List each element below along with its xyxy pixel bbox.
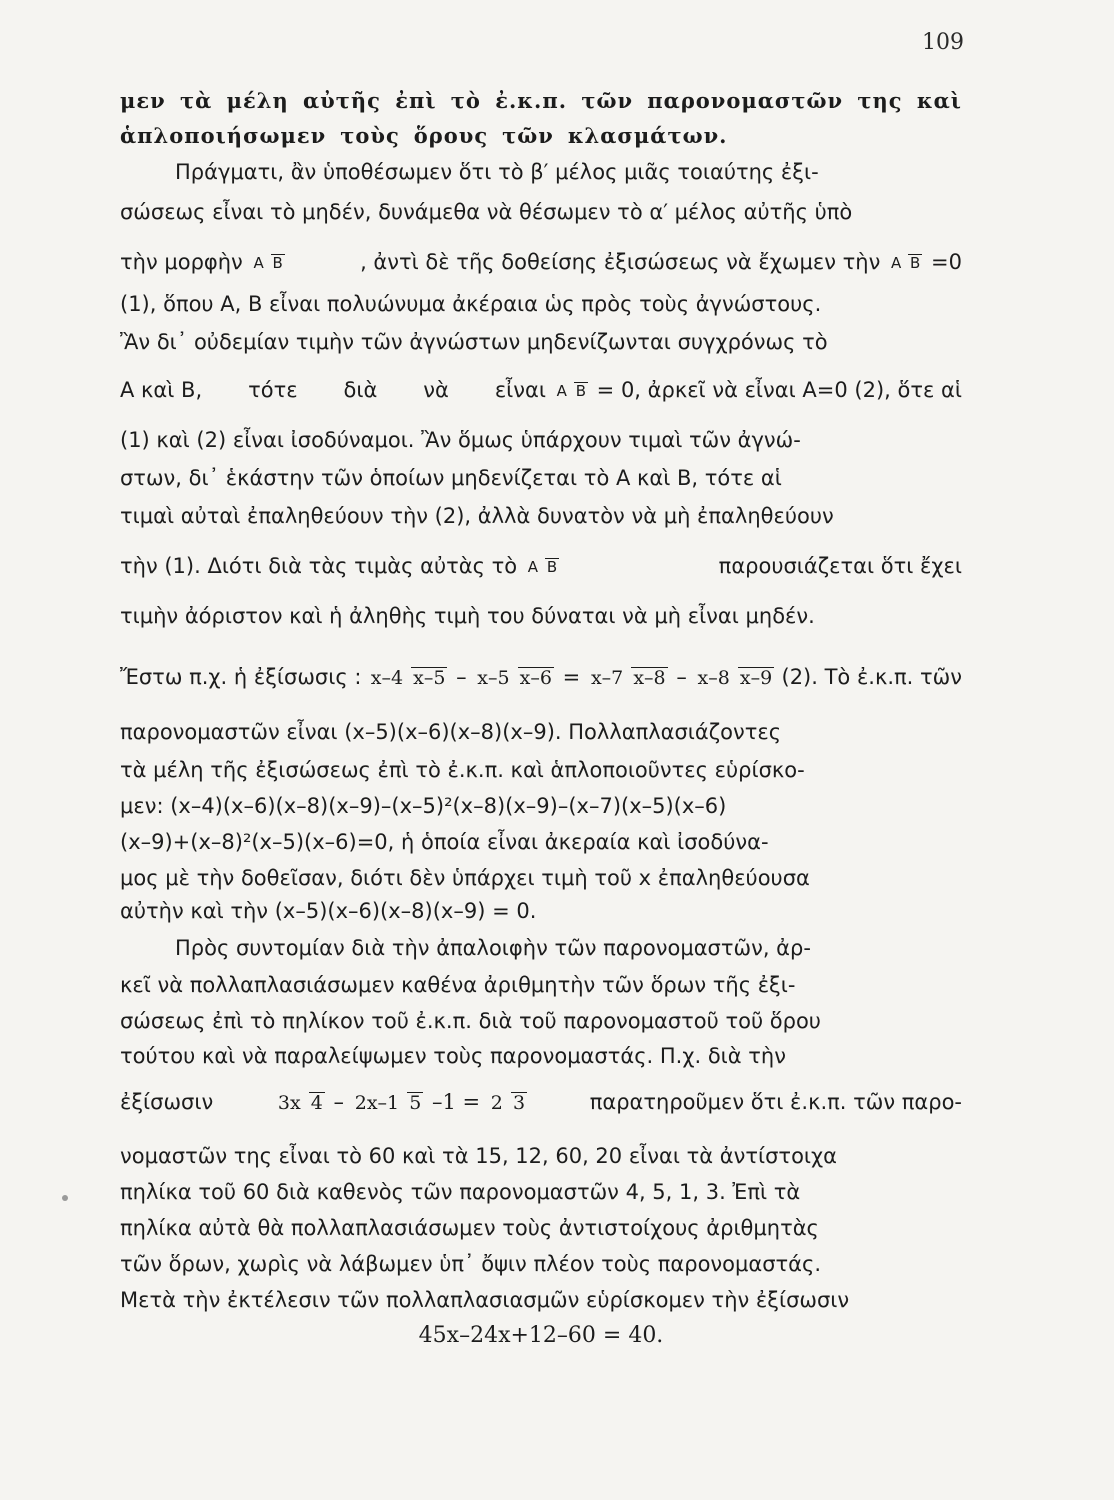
- fraction-a-over-b: [555, 382, 588, 400]
- numerator: A: [556, 382, 567, 400]
- denominator: x–9: [739, 667, 773, 689]
- numerator: x–4: [370, 667, 404, 689]
- text-line-16: [120, 750, 962, 790]
- line-text: σώσεως εἶναι τὸ μηδέν, δυνάμεθα νὰ θέσωμεν τὸ α′ μέλος αὐτῆς ὑπὸ: [120, 200, 853, 224]
- text-line-5: [120, 238, 962, 286]
- fraction: [353, 1092, 424, 1114]
- word: διὰ: [343, 378, 378, 402]
- text-line-10: [120, 458, 962, 498]
- text-line-12: [120, 542, 962, 590]
- operator: –: [333, 1090, 345, 1114]
- denominator: x–8: [633, 667, 666, 689]
- fraction: [589, 667, 668, 689]
- text-line-14-equation: [120, 650, 962, 704]
- denominator: 3: [512, 1092, 526, 1114]
- operator: –1 =: [431, 1090, 481, 1114]
- denominator: B: [575, 382, 586, 400]
- line-text: κεῖ νὰ πολλαπλασιάσωμεν καθένα ἀριθμητὴν τῶν ὅρων τῆς ἐξι-: [120, 973, 796, 997]
- numerator: A: [253, 254, 264, 272]
- numerator: x–8: [697, 667, 730, 689]
- denominator: x–5: [413, 667, 446, 689]
- fraction: [489, 1092, 527, 1114]
- line-text: πηλίκα αὐτὰ θὰ πολλαπλασιάσωμεν τοὺς ἀντιστοίχους ἀριθμητὰς: [120, 1216, 819, 1240]
- numerator: x–7: [590, 667, 624, 689]
- word: νὰ: [423, 378, 449, 402]
- page-stain: [62, 1195, 68, 1201]
- text-line-22: [120, 965, 962, 1005]
- numerator: 2: [490, 1092, 503, 1114]
- word: καὶ: [916, 88, 962, 113]
- text-line-27: [120, 1172, 962, 1212]
- word: A καὶ B,: [120, 378, 203, 402]
- word: παρονομαστῶν: [647, 88, 844, 113]
- line-segment: [360, 242, 962, 282]
- line-text: τὴν (1). Διότι διὰ τὰς τιμὰς αὐτὰς τὸ: [120, 554, 518, 578]
- text-line-13: [120, 596, 962, 636]
- line-text: (1), ὅπου A, B εἶναι πολυώνυμα ἀκέραια ὡς πρὸς τοὺς ἀγνώστους.: [120, 292, 822, 316]
- denominator: x–6: [519, 667, 552, 689]
- word: μεν: [120, 88, 166, 113]
- word: μέλη: [226, 88, 289, 113]
- text-line-23: [120, 1001, 962, 1041]
- text-line-17: [120, 786, 962, 826]
- line-text: τιμὴν ἀόριστον καὶ ἡ ἀληθὴς τιμὴ του δύναται νὰ μὴ εἶναι μηδέν.: [120, 604, 815, 628]
- line-text: Πρὸς συντομίαν διὰ τὴν ἀπαλοιφὴν τῶν παρονομαστῶν, ἀρ-: [175, 936, 811, 960]
- fraction: [276, 1092, 325, 1114]
- numerator: 3x: [277, 1092, 301, 1114]
- line-text: αὐτὴν καὶ τὴν (x–5)(x–6)(x–8)(x–9) = 0.: [120, 899, 537, 923]
- line-text: σώσεως ἐπὶ τὸ πηλίκον τοῦ ἐ.κ.π. διὰ τοῦ παρονομαστοῦ τοῦ ὅρου: [120, 1009, 821, 1033]
- text-line-20: [120, 891, 962, 931]
- numerator: A: [891, 254, 902, 272]
- line-text: τῶν ὅρων, χωρὶς νὰ λάβωμεν ὑπ᾿ ὄψιν πλέον τοὺς παρονομαστάς.: [120, 1252, 821, 1276]
- line-text: (1) καὶ (2) εἶναι ἰσοδύναμοι. Ἂν ὅμως ὑπάρχουν τιμαὶ τῶν ἀγνώ-: [120, 428, 801, 452]
- fraction-a-over-b: [251, 254, 284, 272]
- line-text: (x–9)+(x–8)²(x–5)(x–6)=0, ἡ ὁποία εἶναι ἀκεραία καὶ ἰσοδύνα-: [120, 830, 769, 854]
- operator: –: [676, 665, 687, 689]
- text-line-9: [120, 420, 962, 460]
- text-line-11: [120, 496, 962, 536]
- line-text: μος μὲ τὴν δοθεῖσαν, διότι δὲν ὑπάρχει τιμὴ τοῦ x ἐπαληθεύουσα: [120, 866, 810, 890]
- text-line-30: [120, 1280, 962, 1320]
- text-line-29: [120, 1244, 962, 1284]
- word: αὐτῆς: [303, 88, 381, 113]
- word: τοὺς: [340, 123, 400, 148]
- equation: [274, 1082, 529, 1122]
- text-line-31-equation: [120, 1316, 962, 1356]
- word: εἶναι: [494, 378, 546, 402]
- numerator: 2x–1: [354, 1092, 400, 1114]
- denominator: B: [910, 254, 921, 272]
- text-line-7: [120, 322, 962, 362]
- line-text: τούτου καὶ νὰ παραλείψωμεν τοὺς παρονομαστάς. Π.χ. διὰ τὴν: [120, 1044, 786, 1068]
- line-text: πηλίκα τοῦ 60 διὰ καθενὸς τῶν παρονομαστῶν 4, 5, 1, 3. Ἐπὶ τὰ: [120, 1180, 801, 1204]
- text-line-6: [120, 284, 962, 324]
- word: της: [857, 88, 903, 113]
- line-segment: [495, 370, 962, 410]
- line-text: τὴν μορφὴν: [120, 250, 243, 274]
- line-segment: [120, 242, 287, 282]
- equation: [367, 657, 776, 697]
- denominator: B: [272, 254, 283, 272]
- line-text: 45x–24x+12–60 = 40.: [418, 1323, 664, 1348]
- text-line-4: [120, 192, 962, 232]
- line-text: =0: [931, 250, 962, 274]
- line-text: Ἂν δι᾿ οὐδεμίαν τιμὴν τῶν ἀγνώστων μηδενίζωνται συγχρόνως τὸ: [120, 330, 828, 354]
- line-text: = 0, ἀρκεῖ νὰ εἶναι A=0 (2), ὅτε αἱ: [596, 378, 962, 402]
- line-text: νομαστῶν της εἶναι τὸ 60 καὶ τὰ 15, 12, 60, 20 εἶναι τὰ ἀντίστοιχα: [120, 1144, 838, 1168]
- word: τότε: [248, 378, 298, 402]
- text-line-8: [120, 366, 962, 414]
- operator: =: [562, 665, 581, 689]
- text-line-21: [175, 928, 962, 968]
- word: τὰ: [180, 88, 213, 113]
- line-segment: [120, 546, 561, 586]
- line-text: Πράγματι, ἂν ὑποθέσωμεν ὅτι τὸ β′ μέλος μιᾶς τοιαύτης ἐξι-: [175, 160, 819, 184]
- word: ὅρους: [413, 123, 489, 148]
- fraction-a-over-b: [889, 254, 922, 272]
- line-text: τιμαὶ αὐταὶ ἐπαληθεύουν τὴν (2), ἀλλὰ δυνατὸν νὰ μὴ ἐπαληθεύουν: [120, 504, 834, 528]
- word: ἁπλοποιήσωμεν: [120, 123, 327, 148]
- word: τὸ: [450, 88, 481, 113]
- text-line-18: [120, 822, 962, 862]
- fraction: [475, 667, 554, 689]
- text-line-15: [120, 712, 962, 752]
- line-text: τὰ μέλη τῆς ἐξισώσεως ἐπὶ τὸ ἐ.κ.π. καὶ ἁπλοποιοῦντες εὑρίσκο-: [120, 758, 805, 782]
- word: τῶν: [581, 88, 634, 113]
- word: τῶν: [502, 123, 554, 148]
- line-text: μεν: (x–4)(x–6)(x–8)(x–9)–(x–5)²(x–8)(x–9)–(x–7)(x–5)(x–6): [120, 794, 727, 818]
- text-line-1: [120, 81, 962, 121]
- denominator: B: [546, 558, 558, 576]
- fraction-a-over-b: [526, 558, 559, 576]
- text-line-25-equation: [120, 1074, 962, 1130]
- line-text: στων, δι᾿ ἑκάστην τῶν ὁποίων μηδενίζεται τὸ A καὶ B, τότε αἱ: [120, 466, 782, 490]
- line-text: παρατηροῦμεν ὅτι ἐ.κ.π. τῶν παρο-: [589, 1090, 962, 1114]
- word: ἐ.κ.π.: [495, 88, 568, 113]
- page-number: 109: [922, 30, 964, 55]
- line-text: Μετὰ τὴν ἐκτέλεσιν τῶν πολλαπλασιασμῶν εὑρίσκομεν τὴν ἐξίσωσιν: [120, 1288, 850, 1312]
- fraction: [369, 667, 448, 689]
- word: ἐπὶ: [395, 88, 437, 113]
- line-text: παρουσιάζεται ὅτι ἔχει: [718, 554, 962, 578]
- line-text: ἐξίσωσιν: [120, 1090, 214, 1114]
- text-line-24: [120, 1036, 962, 1076]
- numerator: A: [527, 558, 539, 576]
- fraction: [696, 667, 775, 689]
- line-text: , ἀντὶ δὲ τῆς δοθείσης ἐξισώσεως νὰ ἔχωμεν τὴν: [360, 250, 881, 274]
- text-line-2: [120, 116, 962, 156]
- line-text: παρονομαστῶν εἶναι (x–5)(x–6)(x–8)(x–9). Πολλαπλασιάζοντες: [120, 720, 782, 744]
- numerator: x–5: [477, 667, 510, 689]
- line-text: (2). Τὸ ἐ.κ.π. τῶν: [781, 665, 962, 689]
- text-line-3: [175, 152, 962, 192]
- text-line-26: [120, 1136, 962, 1176]
- denominator: 4: [310, 1092, 323, 1114]
- operator: –: [456, 665, 467, 689]
- line-text: Ἔστω π.χ. ἡ ἐξίσωσις :: [120, 665, 362, 689]
- denominator: 5: [409, 1092, 422, 1114]
- word: κλασμάτων.: [567, 123, 728, 148]
- text-line-28: [120, 1208, 962, 1248]
